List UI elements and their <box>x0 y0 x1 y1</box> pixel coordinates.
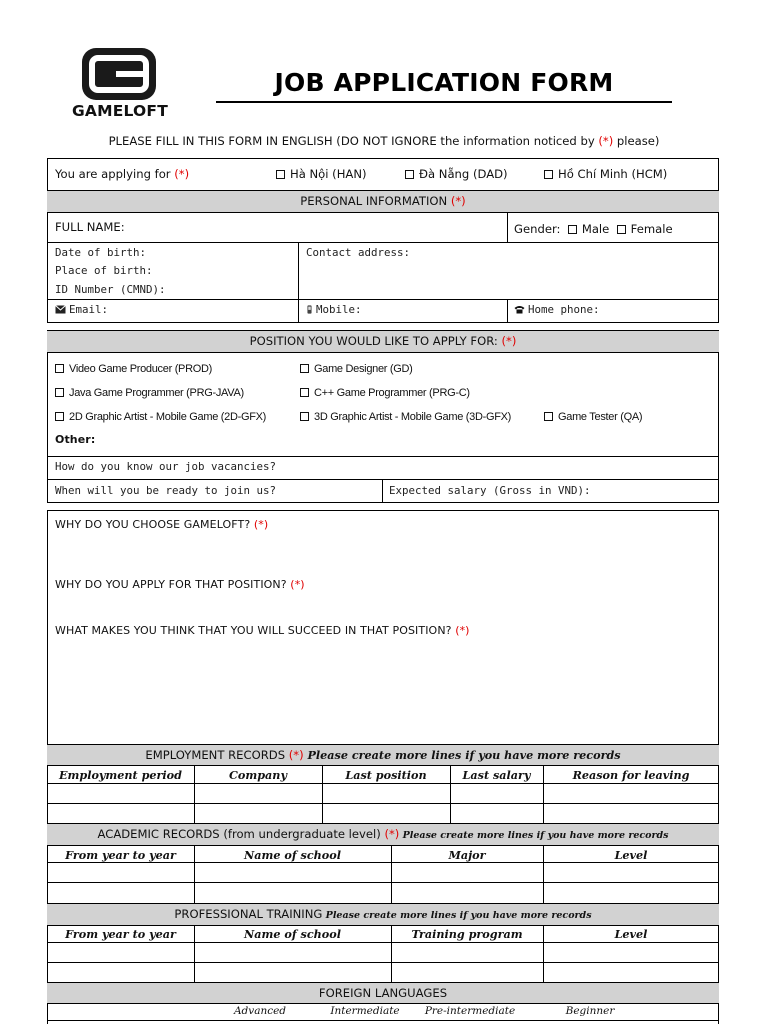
form-title: JOB APPLICATION FORM <box>274 68 614 97</box>
question-why-gameloft <box>55 518 268 531</box>
table-row <box>47 803 719 804</box>
question-why-succeed <box>55 624 470 637</box>
location-hcm-label: Hồ Chí Minh (HCM) <box>558 167 668 181</box>
table-row <box>47 962 719 963</box>
column-header: Major <box>448 848 486 862</box>
column-header: From year to year <box>65 848 176 862</box>
applying-for-label <box>55 167 189 181</box>
divider <box>298 242 299 323</box>
location-option-hcm[interactable] <box>544 167 667 181</box>
title-underline <box>216 101 672 103</box>
required-mark: (*) <box>288 748 304 762</box>
column-header: Employment period <box>59 768 182 782</box>
divider <box>47 299 719 300</box>
training-title-text: PROFESSIONAL TRAINING <box>174 907 323 921</box>
required-mark: (*) <box>290 578 305 591</box>
checkbox-2d-gfx[interactable] <box>55 412 64 421</box>
position-qa-label: Game Tester (QA) <box>558 411 643 423</box>
place-of-birth-label: Place of birth: <box>55 264 153 277</box>
position-3d-gfx-label: 3D Graphic Artist - Mobile Game (3D-GFX) <box>314 411 512 423</box>
ready-date-label: When will you be ready to join us? <box>55 484 277 497</box>
gameloft-logo <box>66 46 174 124</box>
table-row <box>47 783 719 784</box>
position-header-text: POSITION YOU WOULD LIKE TO APPLY FOR: <box>249 334 502 348</box>
table-row <box>47 882 719 883</box>
divider <box>507 299 508 323</box>
gender-label: Gender: <box>514 222 561 236</box>
mobile-label: Mobile: <box>316 303 362 316</box>
position-title <box>47 334 719 348</box>
column-header: From year to year <box>65 927 176 941</box>
academic-note: Please create more lines if you have more records <box>399 830 669 841</box>
envelope-icon <box>55 305 66 314</box>
column-header: Level <box>614 927 648 941</box>
full-name-label: FULL NAME: <box>55 220 125 234</box>
language-level-pre-intermediate: Pre-intermediate <box>424 1005 516 1017</box>
employment-records-title <box>47 748 719 762</box>
divider <box>543 766 544 823</box>
table-row <box>47 862 719 863</box>
email-label: Email: <box>69 303 109 316</box>
divider <box>382 479 383 503</box>
divider <box>391 926 392 983</box>
divider <box>543 846 544 903</box>
gender-male-label: Male <box>581 222 610 236</box>
personal-info-title <box>47 194 719 208</box>
required-mark: (*) <box>174 167 190 181</box>
expected-salary-label: Expected salary (Gross in VND): <box>389 484 591 497</box>
position-option-prg-c[interactable] <box>300 387 470 399</box>
column-header: Last salary <box>462 768 531 782</box>
instruction-line <box>40 134 728 148</box>
instruction-text: PLEASE FILL IN THIS FORM IN ENGLISH (DO NOT IGNORE the information noticed by <box>108 134 599 148</box>
required-mark: (*) <box>253 518 269 531</box>
position-prod-label: Video Game Producer (PROD) <box>69 363 212 375</box>
question-text: WHY DO YOU APPLY FOR THAT POSITION? <box>55 578 291 591</box>
position-prg-java-label: Java Game Programmer (PRG-JAVA) <box>69 387 244 399</box>
checkbox-hcm[interactable] <box>544 170 553 179</box>
checkbox-han[interactable] <box>276 170 285 179</box>
checkbox-dad[interactable] <box>405 170 414 179</box>
divider <box>47 456 719 457</box>
divider <box>194 766 195 823</box>
divider <box>47 479 719 480</box>
other-position-label: Other: <box>55 433 96 446</box>
divider <box>322 766 323 823</box>
position-option-prod[interactable] <box>55 363 212 375</box>
academic-records-title <box>47 827 719 841</box>
location-option-han[interactable] <box>276 167 367 181</box>
professional-training-title <box>47 907 719 921</box>
table-row <box>47 942 719 943</box>
applying-for-text: You are applying for <box>55 167 175 181</box>
divider <box>391 846 392 903</box>
required-mark: (*) <box>450 194 466 208</box>
checkbox-qa[interactable] <box>544 412 553 421</box>
position-option-2d-gfx[interactable] <box>55 411 266 423</box>
id-number-label: ID Number (CMND): <box>55 283 166 296</box>
required-mark: (*) <box>501 334 517 348</box>
location-dad-label: Đà Nẵng (DAD) <box>419 167 508 181</box>
instruction-text-end: please) <box>613 134 660 148</box>
home-phone-field[interactable] <box>514 303 600 316</box>
column-header: Reason for leaving <box>572 768 690 782</box>
language-level-beginner: Beginner <box>565 1005 615 1017</box>
divider <box>507 213 508 242</box>
telephone-icon <box>514 305 525 314</box>
question-why-position <box>55 578 305 591</box>
column-header: Training program <box>411 927 523 941</box>
checkbox-gd[interactable] <box>300 364 309 373</box>
checkbox-3d-gfx[interactable] <box>300 412 309 421</box>
divider <box>194 846 195 903</box>
question-text: WHY DO YOU CHOOSE GAMELOFT? <box>55 518 254 531</box>
checkbox-prg-java[interactable] <box>55 388 64 397</box>
question-text: WHAT MAKES YOU THINK THAT YOU WILL SUCCEED IN THAT POSITION? <box>55 624 456 637</box>
language-level-intermediate: Intermediate <box>330 1005 400 1017</box>
training-note: Please create more lines if you have more records <box>322 910 592 921</box>
required-mark: (*) <box>598 134 614 148</box>
gender-group <box>514 222 673 236</box>
home-phone-label: Home phone: <box>528 303 600 316</box>
required-mark: (*) <box>455 624 470 637</box>
language-level-advanced: Advanced <box>233 1005 287 1017</box>
employment-title-text: EMPLOYMENT RECORDS <box>145 748 289 762</box>
checkbox-prod[interactable] <box>55 364 64 373</box>
column-header: Company <box>229 768 287 782</box>
checkbox-prg-c[interactable] <box>300 388 309 397</box>
divider <box>47 242 719 243</box>
mobile-field[interactable] <box>306 303 362 316</box>
column-header: Last position <box>345 768 427 782</box>
position-option-3d-gfx[interactable] <box>300 411 511 423</box>
logo-text: GAMELOFT <box>72 102 168 120</box>
gameloft-logo-icon <box>80 46 158 102</box>
date-of-birth-label: Date of birth: <box>55 246 147 259</box>
divider <box>543 926 544 983</box>
email-field[interactable] <box>55 303 108 316</box>
location-han-label: Hà Nội (HAN) <box>290 167 367 181</box>
academic-title-text: ACADEMIC RECORDS (from undergraduate level) <box>97 827 385 841</box>
position-option-prg-java[interactable] <box>55 387 244 399</box>
personal-info-header-text: PERSONAL INFORMATION <box>300 194 451 208</box>
foreign-languages-title: FOREIGN LANGUAGES <box>318 986 448 1000</box>
position-gd-label: Game Designer (GD) <box>314 363 413 375</box>
gender-female-label: Female <box>630 222 673 236</box>
position-option-gd[interactable] <box>300 363 413 375</box>
divider <box>194 926 195 983</box>
table-row <box>47 1020 719 1021</box>
employment-note: Please create more lines if you have more records <box>303 748 621 762</box>
column-header: Name of school <box>244 927 341 941</box>
required-mark: (*) <box>384 827 400 841</box>
checkbox-female[interactable] <box>617 225 626 234</box>
position-2d-gfx-label: 2D Graphic Artist - Mobile Game (2D-GFX) <box>69 411 267 423</box>
position-prg-c-label: C++ Game Programmer (PRG-C) <box>314 387 470 399</box>
divider <box>450 766 451 823</box>
mobile-phone-icon <box>306 305 313 314</box>
location-option-dad[interactable] <box>405 167 508 181</box>
how-know-label: How do you know our job vacancies? <box>55 460 277 473</box>
column-header: Level <box>614 848 648 862</box>
contact-address-label: Contact address: <box>306 246 411 259</box>
column-header: Name of school <box>244 848 341 862</box>
checkbox-male[interactable] <box>568 225 577 234</box>
position-option-qa[interactable] <box>544 411 642 423</box>
